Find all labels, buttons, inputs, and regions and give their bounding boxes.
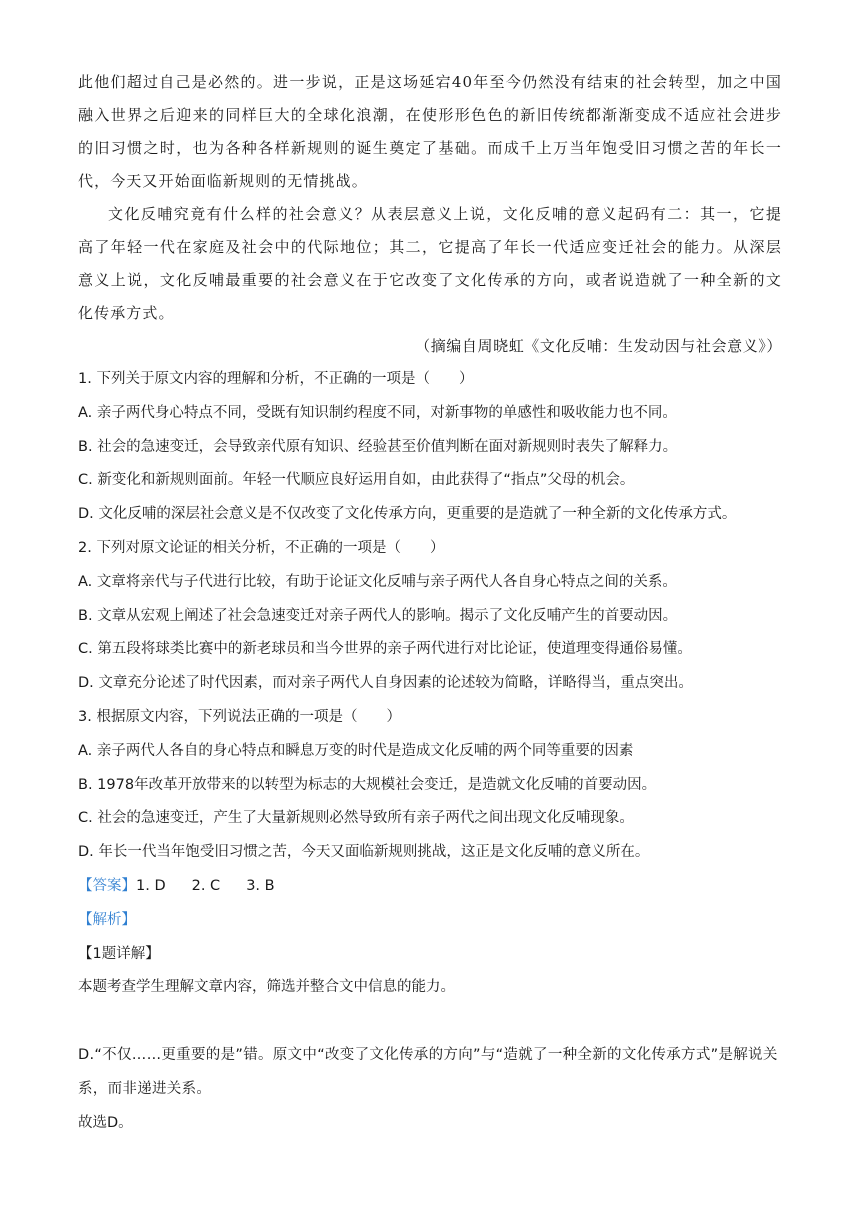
option-a: A. 文章将亲代与子代进行比较，有助于论证文化反哺与亲子两代人各自身心特点之间的关系。	[78, 573, 677, 590]
analysis-explanation: D.“不仅……更重要的是”错。原文中“改变了文化传承的方向”与“造就了一种全新的文化传承方式”是解说关系，而非递进关系。	[78, 1047, 778, 1097]
question-3	[78, 701, 782, 870]
spacer	[78, 1005, 782, 1039]
question-2	[78, 532, 782, 701]
answer-item: 1. D	[136, 877, 166, 894]
option-a: A. 亲子两代人各自的身心特点和瞬息万变的时代是造成文化反哺的两个同等重要的因素	[78, 742, 634, 759]
answer-item: 3. B	[246, 877, 275, 894]
question-stem: 2. 下列对原文论证的相关分析，不正确的一项是（ ）	[78, 539, 445, 556]
passage-paragraph: 文化反哺究竟有什么样的社会意义？从表层意义上说，文化反哺的意义起码有二：其一，它提高了年轻一代在家庭及社会中的代际地位；其二，它提高了年长一代适应变迁社会的能力。从深层意义上说，文化反哺最重要的社会意义在于它改变了文化传承的方向，或者说造就了一种全新的文化传承方式。	[78, 205, 782, 322]
answer-line	[78, 870, 782, 904]
option-d: D. 年长一代当年饱受旧习惯之苦，今天又面临新规则挑战，这正是文化反哺的意义所在。	[78, 844, 650, 861]
answer-tag: 【答案】	[78, 877, 136, 894]
question-stem: 3. 根据原文内容，下列说法正确的一项是（ ）	[78, 708, 401, 725]
analysis-tag: 【解析】	[78, 911, 136, 928]
option-c: C. 第五段将球类比赛中的新老球员和当今世界的亲子两代进行对比论证，使道理变得通俗易懂。	[78, 641, 692, 658]
option-d: D. 文化反哺的深层社会意义是不仅改变了文化传承方向，更重要的是造就了一种全新的文化传承方式。	[78, 506, 737, 523]
reading-passage	[78, 66, 782, 363]
option-b: B. 社会的急速变迁，会导致亲代原有知识、经验甚至价值判断在面对新规则时表失了解释力。	[78, 438, 678, 455]
option-b: B. 文章从宏观上阐述了社会急速变迁对亲子两代人的影响。揭示了文化反哺产生的首要动因。	[78, 607, 678, 624]
passage-source: （摘编自周晓虹《文化反哺：生发动因与社会意义》）	[415, 337, 782, 355]
question-stem: 1. 下列关于原文内容的理解和分析，不正确的一项是（ ）	[78, 371, 474, 387]
option-c: C. 新变化和新规则面前。年轻一代顺应良好运用自如，由此获得了“指点”父母的机会。	[78, 472, 635, 489]
passage-paragraph-continued: 此他们超过自己是必然的。进一步说，正是这场延宕40年至今仍然没有结束的社会转型，加之中国融入世界之后迎来的同样巨大的全球化浪潮，在使形形色色的新旧传统都渐渐变成不适应社会进步的旧习惯之时，也为各种各样新规则的诞生奠定了基础。而成千上万当年饱受旧习惯之苦的年长一代，今天又开始面临新规则的无情挑战。	[78, 73, 782, 190]
analysis-line	[78, 904, 782, 938]
analysis-intro: 本题考查学生理解文章内容，筛选并整合文中信息的能力。	[78, 979, 455, 996]
option-b: B. 1978年改革开放带来的以转型为标志的大规模社会变迁，是造就文化反哺的首要动因。	[78, 776, 657, 793]
option-c: C. 社会的急速变迁，产生了大量新规则必然导致所有亲子两代之间出现文化反哺现象。	[78, 810, 634, 827]
analysis-conclusion: 故选D。	[78, 1114, 133, 1131]
question-1	[78, 363, 782, 532]
sub-analysis-heading: 【1题详解】	[78, 945, 160, 962]
document-page	[78, 66, 782, 1141]
option-d: D. 文章充分论述了时代因素，而对亲子两代人自身因素的论述较为简略，详略得当，重点突出。	[78, 675, 693, 692]
option-a: A. 亲子两代身心特点不同，受既有知识制约程度不同，对新事物的单感性和吸收能力也不同。	[78, 404, 677, 421]
answer-item: 2. C	[191, 877, 221, 894]
